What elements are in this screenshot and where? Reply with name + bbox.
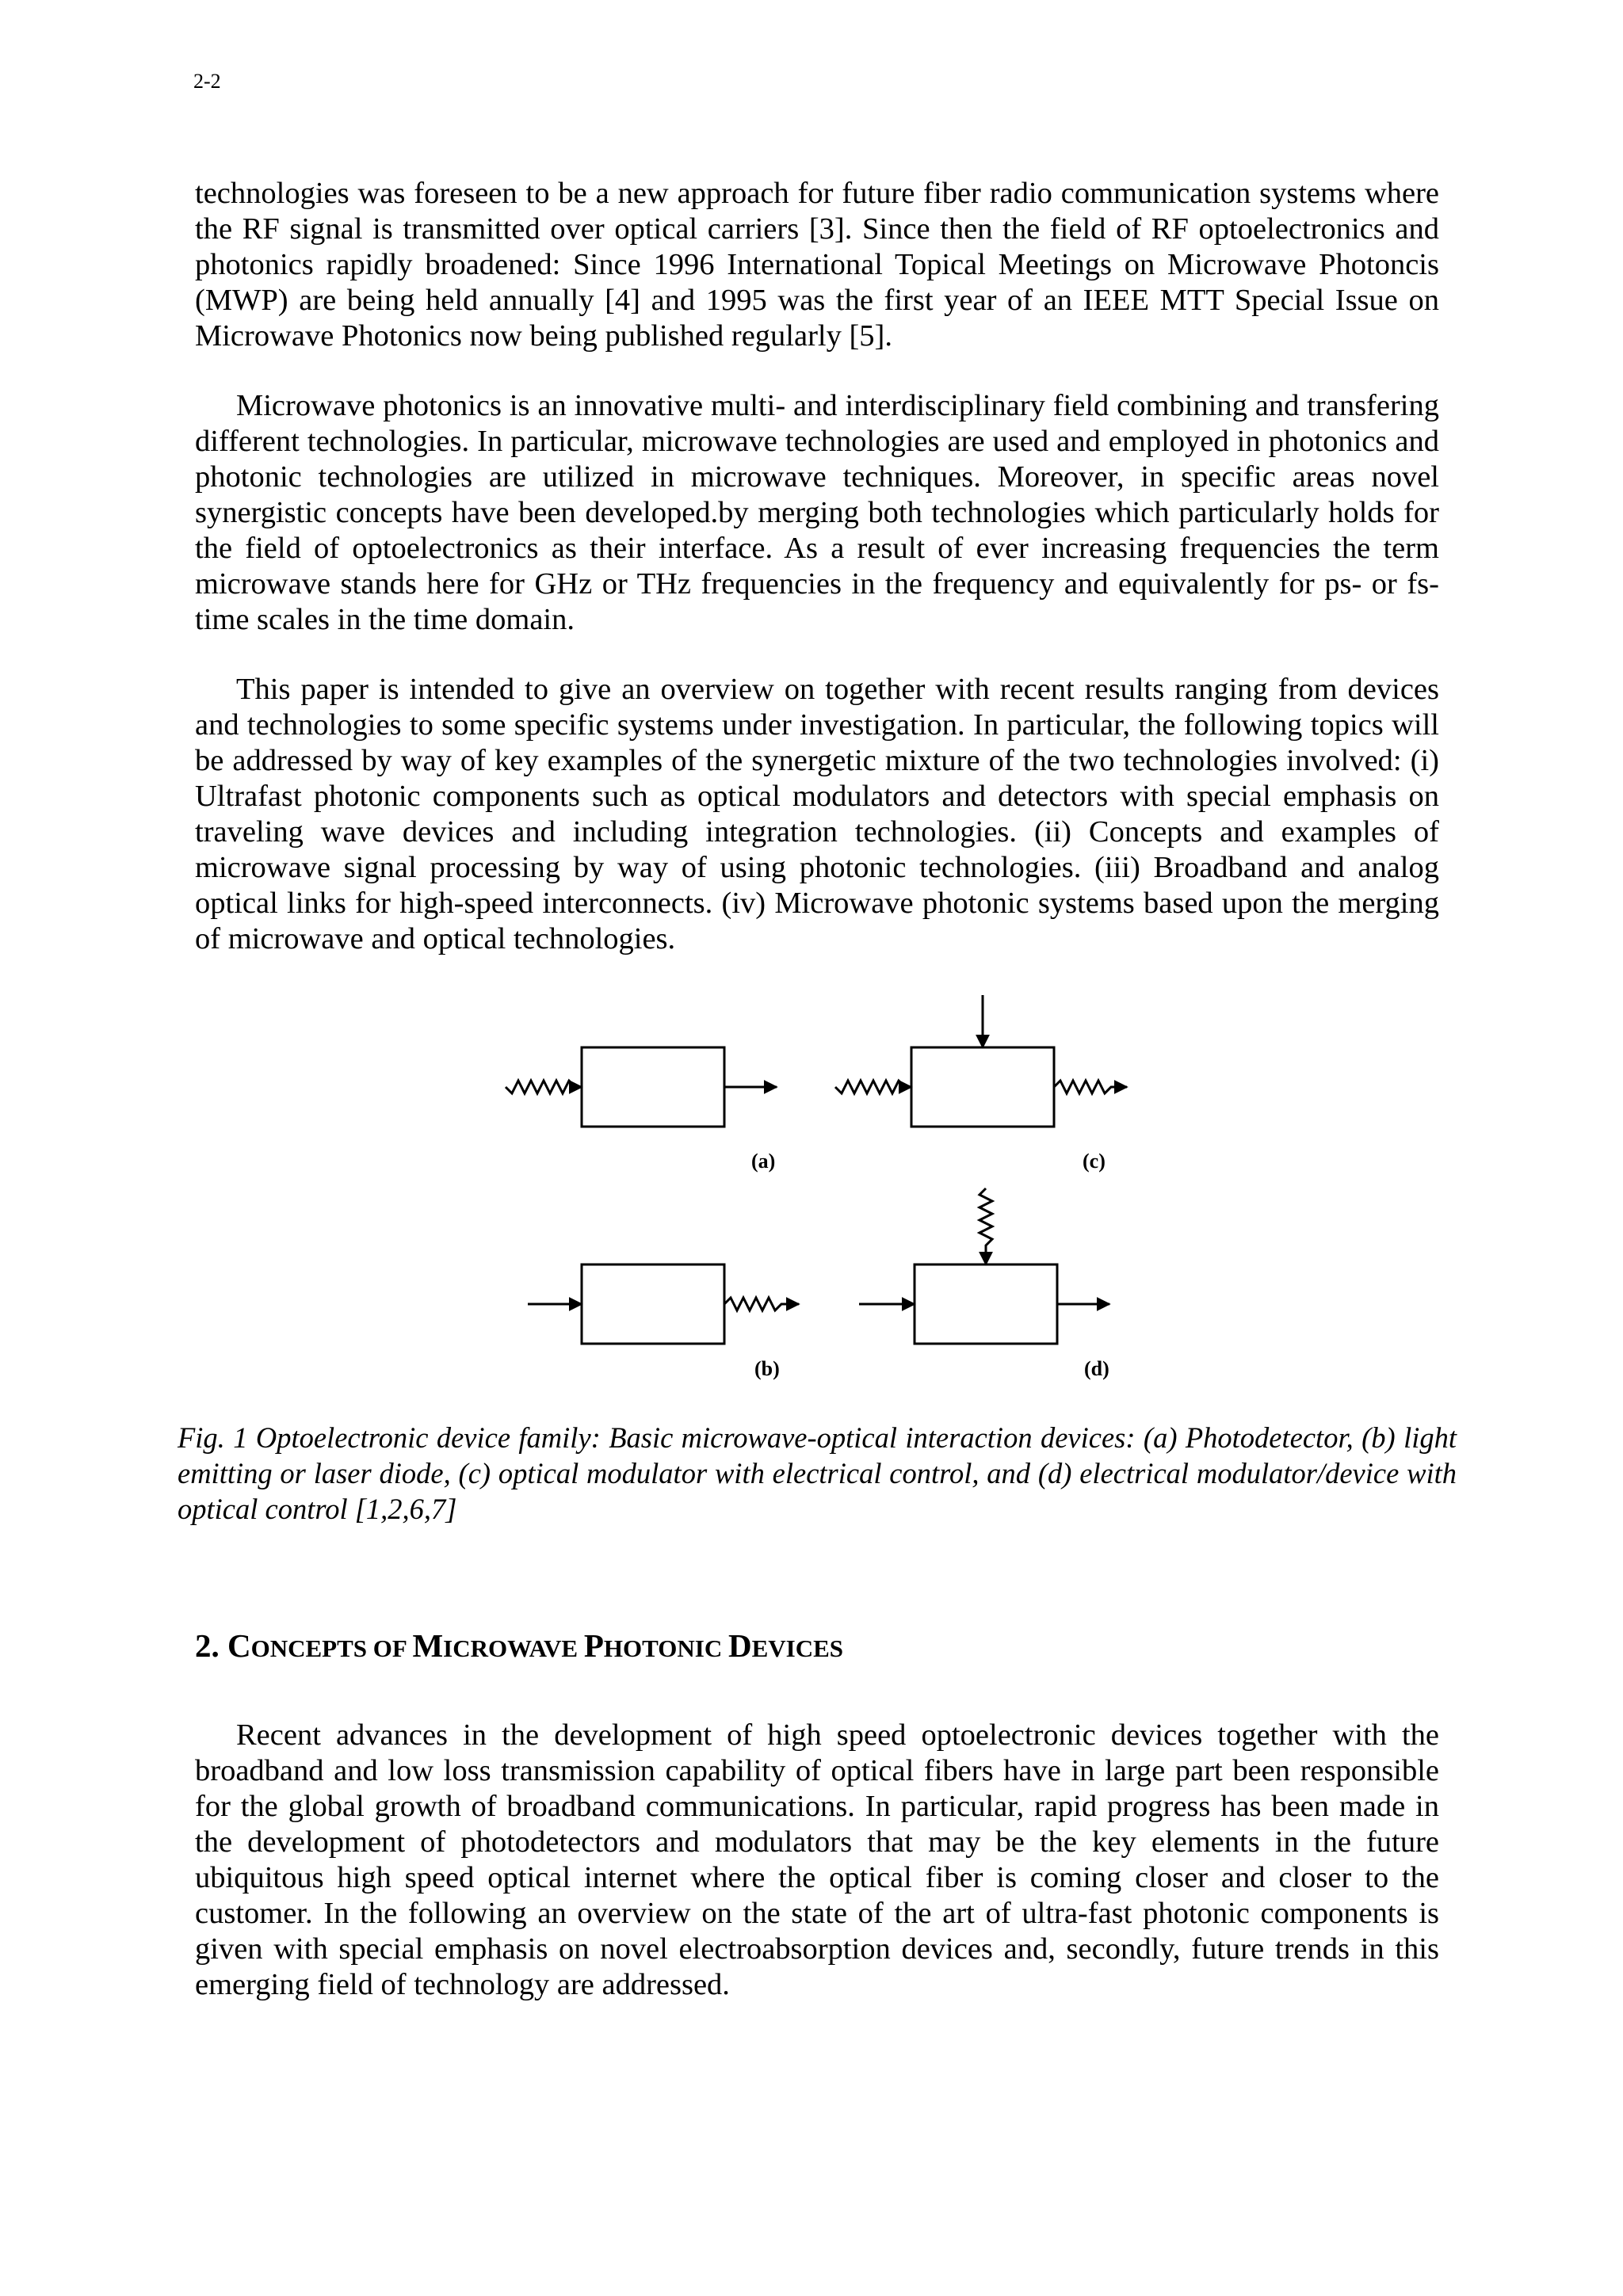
device-c-wavy-output — [1054, 1081, 1127, 1093]
label-b: (b) — [754, 1357, 780, 1380]
device-c-box — [911, 1047, 1054, 1127]
device-a-wavy-input — [506, 1081, 582, 1093]
page-number: 2-2 — [193, 70, 221, 93]
device-a-box — [582, 1047, 724, 1127]
section-title: 2. CONCEPTS OF MICROWAVE PHOTONIC DEVICES — [195, 1627, 844, 1664]
device-family-figure — [475, 990, 1157, 1402]
device-d-wavy-control — [980, 1188, 992, 1264]
device-a-photodetector — [506, 1047, 777, 1127]
device-c-wavy-input — [835, 1081, 911, 1093]
device-b-laser-diode — [528, 1264, 799, 1344]
device-c-optical-modulator — [835, 995, 1127, 1127]
label-a: (a) — [751, 1150, 776, 1173]
label-d: (d) — [1084, 1357, 1109, 1380]
section-number: 2. — [195, 1627, 220, 1664]
figure-caption: Fig. 1 Optoelectronic device family: Basic microwave-optical interaction devices: (a) Photodetector, (b) light emitting or laser diode, (c) optical modulator with electrical control, and (d) electrical modulator/device with optical control [1,2,6,7] — [178, 1421, 1457, 1525]
paragraph-intro: technologies was foreseen to be a new approach for future fiber radio communication systems where the RF signal is transmitted over optical carriers [3]. Since then the field of RF optoelectronics and photonics rapidly broadened: Since 1996 International Topical Meetings on Microwave Photoncis (MWP) are being held annually [4] and 1995 was the first year of an IEEE MTT Special Issue on Microwave Photonics now being published regularly [5]. — [195, 177, 1439, 353]
device-d-electrical-modulator — [859, 1188, 1109, 1344]
label-c: (c) — [1083, 1150, 1106, 1173]
device-d-box — [915, 1264, 1057, 1344]
paragraph-paper-overview: This paper is intended to give an overview on together with recent results ranging from devices and technologies to some specific systems under investigation. In particular, the following topics will be addressed by way of key examples of the synergetic mixture of the two technologies involved: (i) Ultrafast photonic components such as optical modulators and detectors with special emphasis on traveling wave devices and including integration technologies. (ii) Concepts and examples of microwave signal processing by way of using photonic technologies. (iii) Broadband and analog optical links for high-speed interconnects. (iv) Microwave photonic systems based upon the merging of microwave and optical technologies. — [195, 673, 1439, 955]
device-b-wavy-output — [724, 1298, 799, 1310]
paragraph-microwave-photonics: Microwave photonics is an innovative multi- and interdisciplinary field combining and transfering different technologies. In particular, microwave technologies are used and employed in photonics and photonic technologies are utilized in microwave techniques. Moreover, in specific areas novel synergistic concepts have been developed.by merging both technologies which particularly holds for the field of optoelectronics as their interface. As a result of ever increasing frequencies the term microwave stands here for GHz or THz frequencies in the frequency and equivalently for ps- or fs-time scales in the time domain. — [195, 389, 1439, 636]
device-b-box — [582, 1264, 724, 1344]
paragraph-section-2: Recent advances in the development of high speed optoelectronic devices together with the broadband and low loss transmission capability of optical fibers have in large part been responsible for the global growth of broadband communications. In particular, rapid progress has been made in the development of photodetectors and modulators that may be the key elements in the future ubiquitous high speed optical internet where the optical fiber is coming closer and closer to the customer. In the following an overview on the state of the art of ultra-fast photonic components is given with special emphasis on novel electroabsorption devices and, secondly, future trends in this emerging field of technology are addressed. — [195, 1718, 1439, 2001]
